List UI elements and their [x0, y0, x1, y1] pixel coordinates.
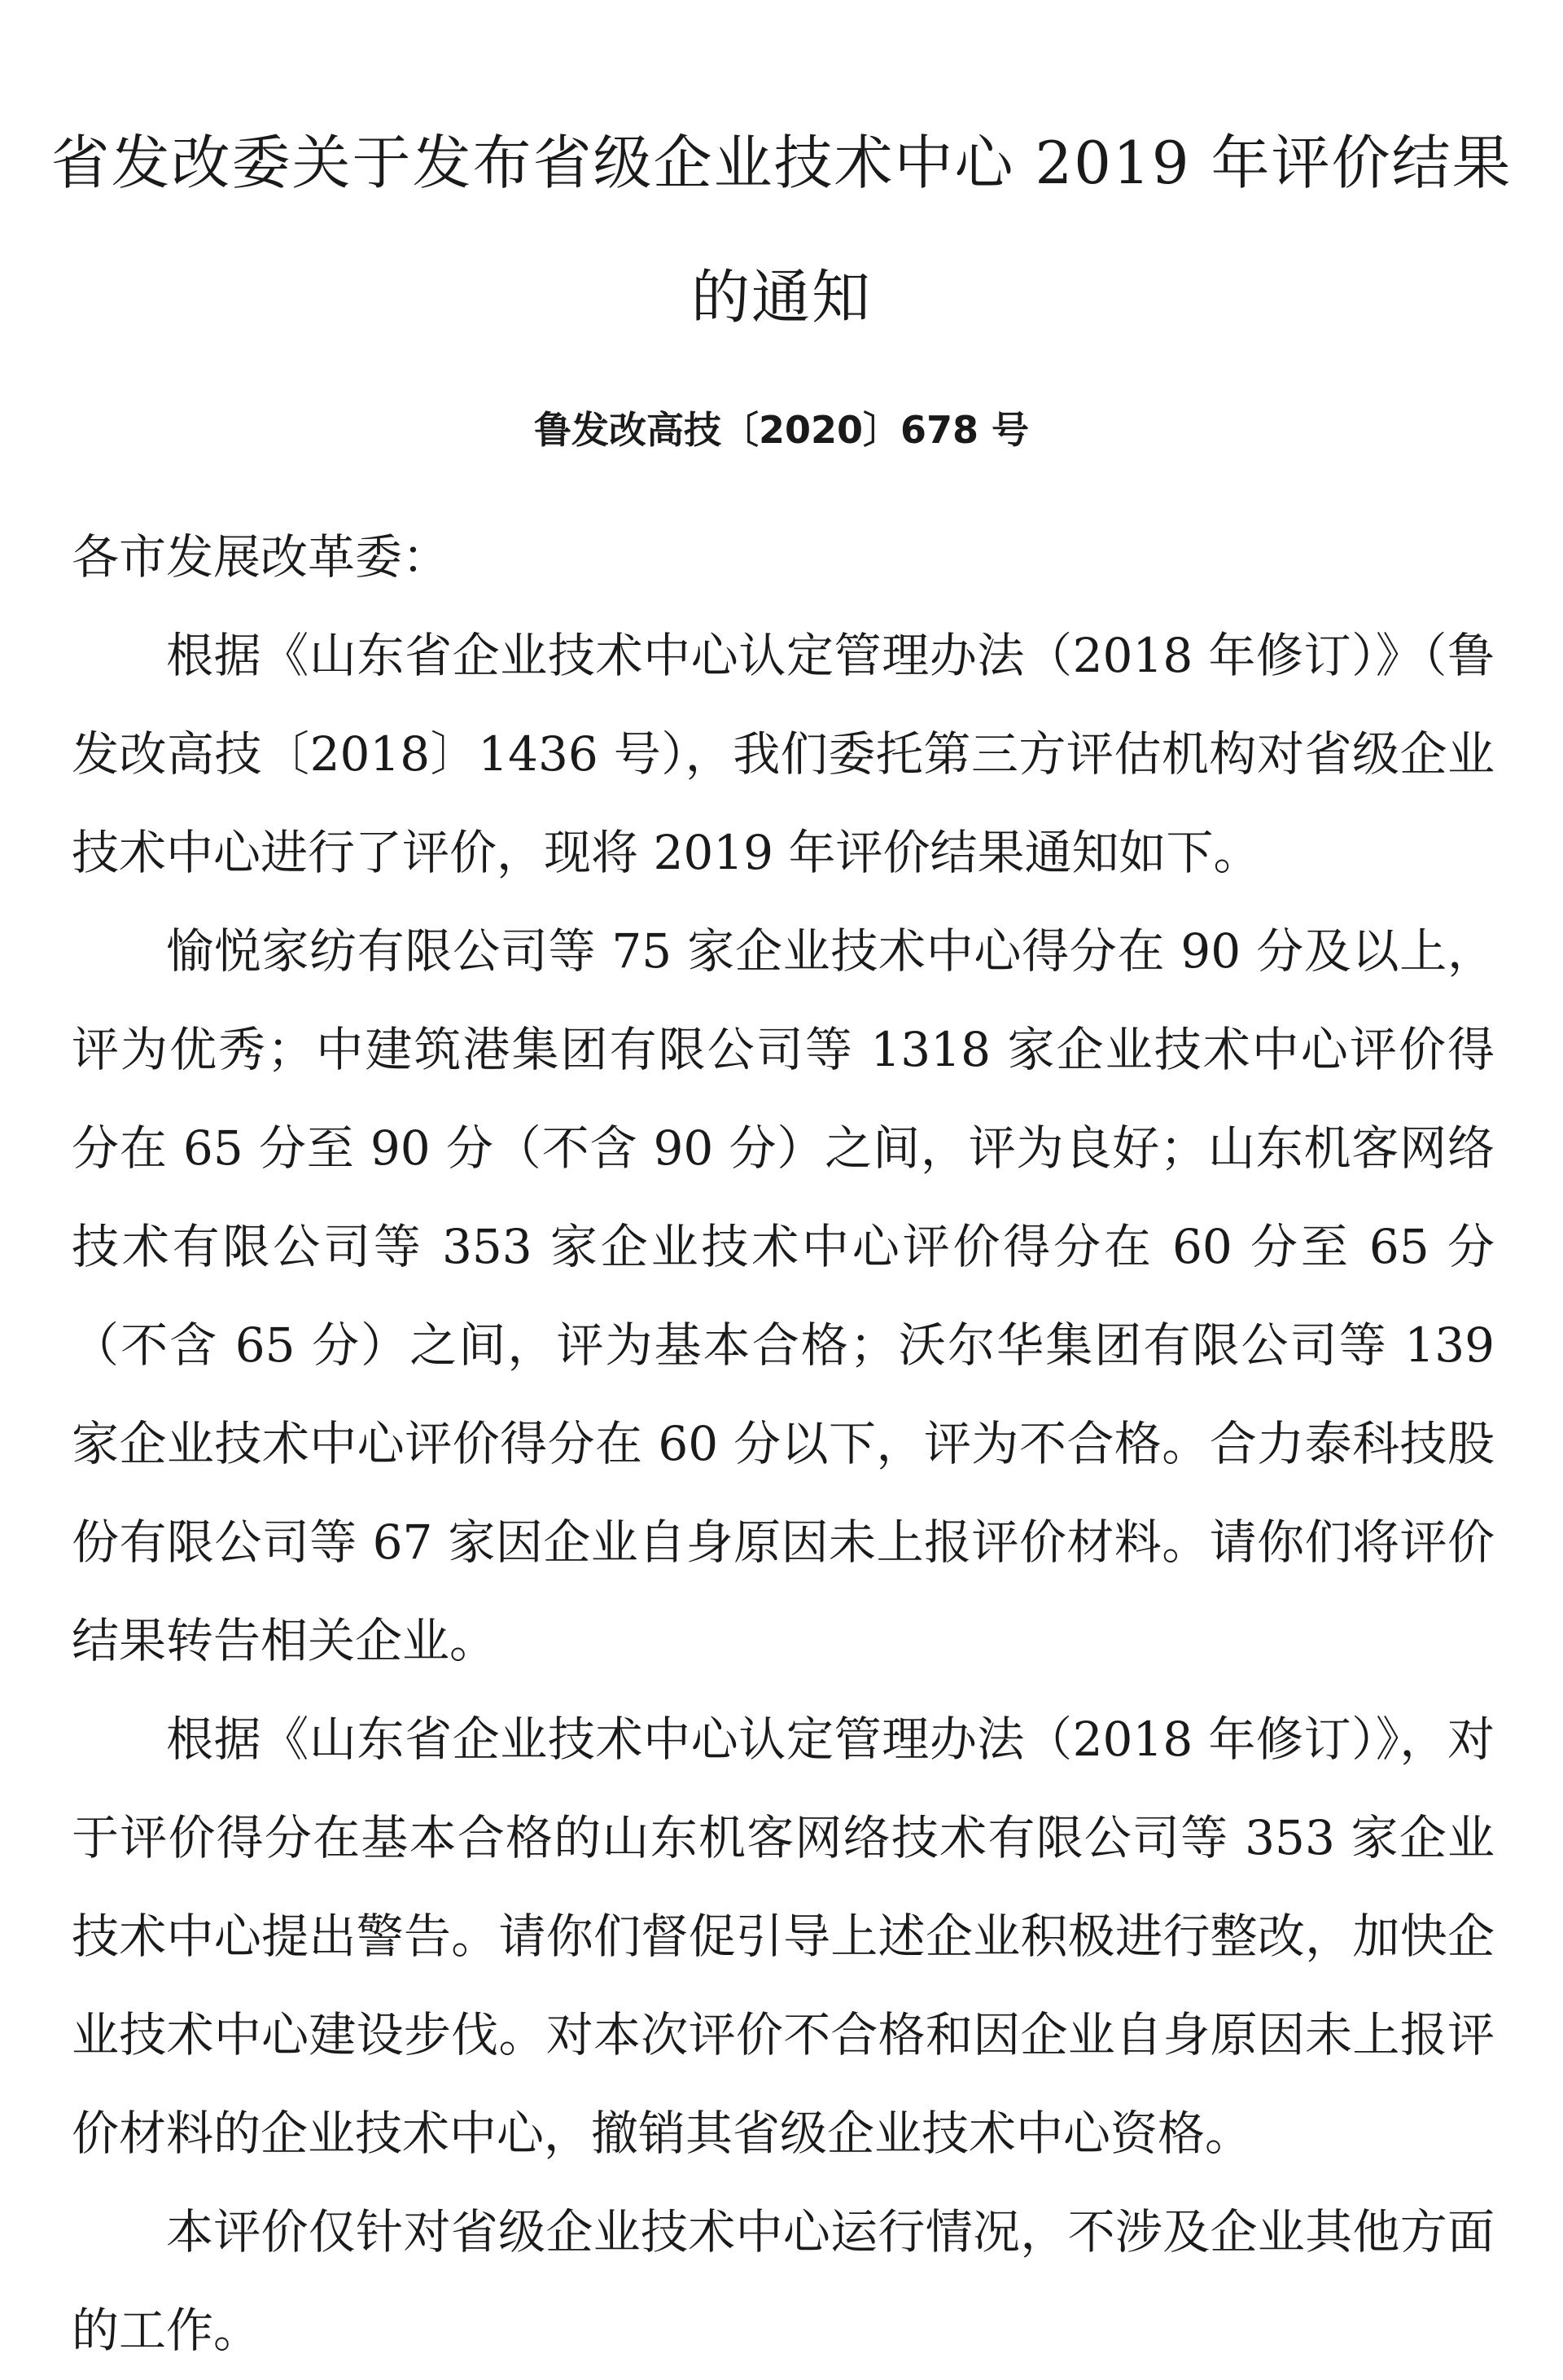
- document-number: 鲁发改高技〔2020〕678 号: [533, 408, 1030, 452]
- paragraph-2: 愉悦家纺有限公司等 75 家企业技术中心得分在 90 分及以上，评为优秀；中建筑港集团有限公司等 1318 家企业技术中心评价得分在 65 分至 90 分（不含 90 分）之间，评为良好；山东机客网络技术有限公司等 353 家企业技术中心评价得分在 60 分至 65 分（不含 65 分）之间，评为基本合格；沃尔华集团有限公司等 139 家企业技术中心评价得分在 60 分以下，评为不合格。合力泰科技股份有限公司等 67 家因企业自身原因未上报评价材料。请你们将评价结果转告相关企业。: [72, 923, 1495, 1668]
- document-body: [72, 508, 1495, 2380]
- paragraph-1: 根据《山东省企业技术中心认定管理办法（2018 年修订）》（鲁发改高技〔2018〕1436 号），我们委托第三方评估机构对省级企业技术中心进行了评价，现将 2019 年评价结果通知如下。: [72, 628, 1495, 880]
- paragraph-3: 根据《山东省企业技术中心认定管理办法（2018 年修订）》，对于评价得分在基本合格的山东机客网络技术有限公司等 353 家企业技术中心提出警告。请你们督促引导上述企业积极进行整改，加快企业技术中心建设步伐。对本次评价不合格和因企业自身原因未上报评价材料的企业技术中心，撤销其省级企业技术中心资格。: [72, 1712, 1495, 2161]
- paragraph-4: 本评价仅针对省级企业技术中心运行情况，不涉及企业其他方面的工作。: [72, 2204, 1495, 2358]
- document-title-line-2: 的通知: [690, 263, 872, 331]
- salutation: 各市发展改革委：: [72, 529, 450, 585]
- document-title-line-1: 省发改委关于发布省级企业技术中心 2019 年评价结果: [50, 129, 1513, 197]
